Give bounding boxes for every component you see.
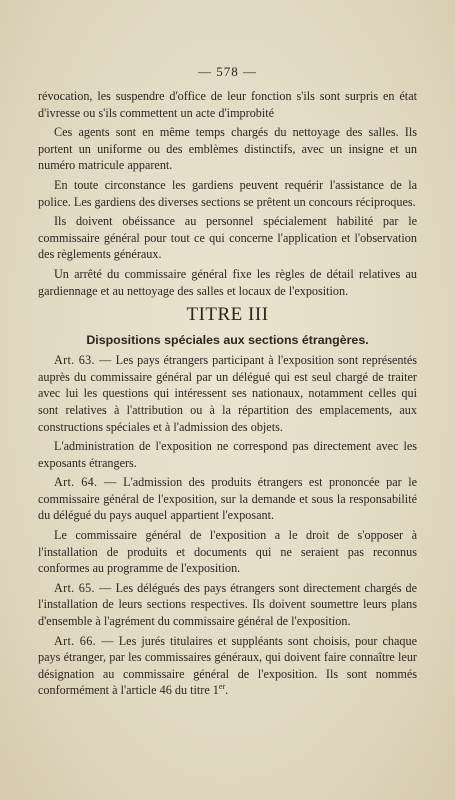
article-66 bbox=[38, 633, 417, 699]
article-label: Art. 63. — bbox=[54, 353, 112, 368]
paragraph: Ces agents sont en même temps chargés du nettoyage des salles. Ils portent un uniforme ou des emblèmes distinctifs, avec un insigne et un numéro matricule apparent. bbox=[38, 125, 417, 173]
superscript: er bbox=[218, 682, 226, 692]
title-heading: TITRE III bbox=[186, 304, 269, 326]
article-label: Art. 66. — bbox=[54, 633, 114, 648]
section-heading: Dispositions spéciales aux sections étrangères. bbox=[86, 333, 369, 348]
article-text: L'admission des produits étrangers est prononcée par le commissaire général de l'exposition, sur la demande et sous la responsabilité du délégué du pays auquel appartient l'exposant. bbox=[38, 475, 417, 523]
paragraph: révocation, les suspendre d'office de leur fonction s'ils sont surpris en état d'ivresse ou s'ils commettent un acte d'improbité bbox=[38, 89, 417, 120]
article-63 bbox=[38, 352, 417, 435]
article-text: Les jurés titulaires et suppléants sont choisis, pour chaque pays étranger, par les commissaires généraux, qui doivent faire connaître leur désignation au commissaire général de l'exposition. Ils sont nommés conformément à l'article 46 du titre 1 bbox=[38, 633, 418, 698]
article-text: Les délégués des pays étrangers sont directement chargés de l'installation de leurs sections respectives. Ils doivent soumettre leurs plans d'ensemble à l'agrément du commissaire général de l'exposition. bbox=[38, 580, 417, 629]
article-label: Art. 64. — bbox=[54, 475, 117, 490]
article-65 bbox=[38, 580, 417, 630]
paragraph: Un arrêté du commissaire général fixe les règles de détail relatives au gardiennage et au nettoyage des salles et locaux de l'exposition. bbox=[38, 266, 417, 298]
article-64 bbox=[38, 474, 417, 524]
paragraph: Le commissaire général de l'exposition a le droit de s'opposer à l'installation de produits et documents qui ne seraient pas reconnus conformes au programme de l'exposition. bbox=[38, 528, 417, 576]
article-text: Les pays étrangers participant à l'exposition sont représentés auprès du commissaire général par un délégué qui est seul chargé de traiter avec lui les questions qui intéressent ses nationaux, notamment celles qui sont relatives à l'attribution ou à la répartition des emplacements, aux constructions spéciales et à l'admission des objets. bbox=[38, 353, 417, 434]
paragraph: L'administration de l'exposition ne correspond pas directement avec les exposants étrangers. bbox=[38, 439, 417, 470]
text-block bbox=[38, 88, 417, 699]
article-label: Art. 65. — bbox=[54, 580, 112, 595]
paragraph: Ils doivent obéissance au personnel spécialement habilité par le commissaire général pour tout ce qui concerne l'application et l'observation des règlements généraux. bbox=[38, 214, 417, 262]
article-tail: . bbox=[225, 683, 229, 698]
paragraph: En toute circonstance les gardiens peuvent requérir l'assistance de la police. Les gardiens des diverses sections se prêtent un concours réciproques. bbox=[38, 177, 417, 209]
page-number: — 578 — bbox=[198, 64, 257, 79]
